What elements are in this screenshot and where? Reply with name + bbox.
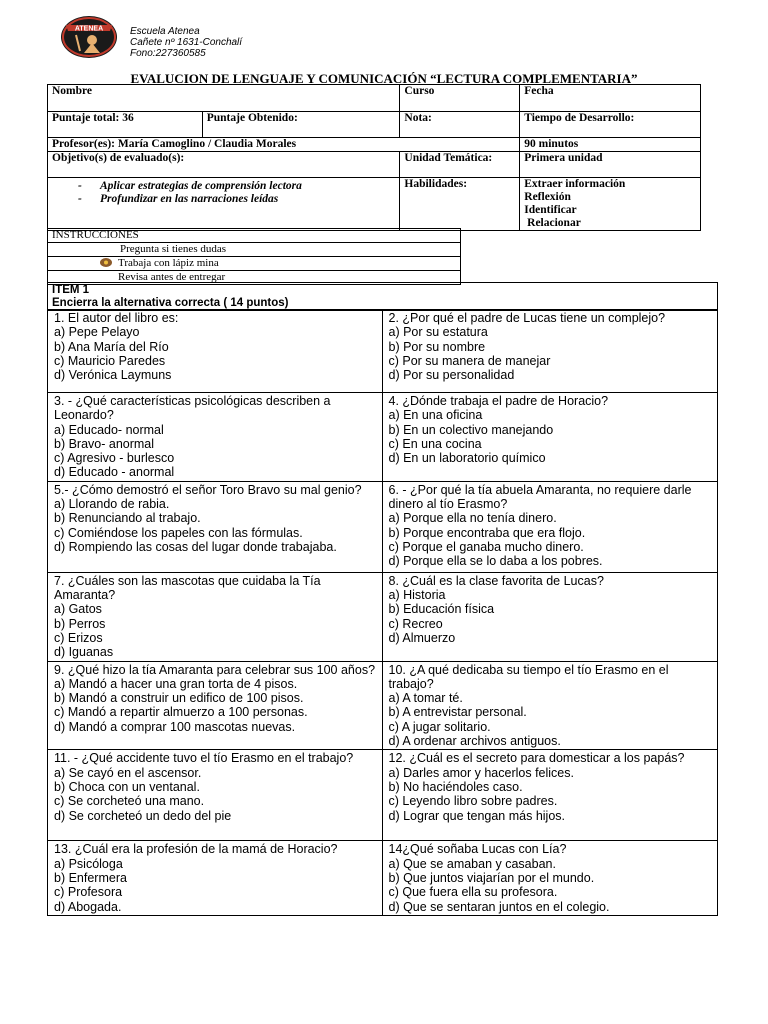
answer-option[interactable]: c) Que fuera ella su profesora.	[388, 885, 558, 900]
question-cell	[48, 393, 383, 482]
answer-option[interactable]: a) Que se amaban y casaban.	[388, 856, 556, 871]
course-label: Curso	[404, 85, 435, 97]
instruction-item: Pregunta si tienes dudas	[48, 243, 461, 257]
skill-item: Relacionar	[524, 217, 581, 229]
answer-option[interactable]: d) Abogada.	[54, 899, 122, 914]
unit-value: Primera unidad	[520, 152, 701, 178]
answer-option[interactable]: d) Educado - anormal	[54, 465, 175, 480]
obtained-score-field[interactable]	[202, 112, 400, 138]
objectives-list	[48, 178, 400, 231]
question-text: 3. - ¿Qué características psicológicas describen a Leonardo?	[54, 394, 331, 423]
item-header	[47, 282, 718, 311]
question-text: 10. ¿A qué dedicaba su tiempo el tío Erasmo en el trabajo?	[388, 662, 669, 691]
answer-option[interactable]: a) Gatos	[54, 602, 102, 617]
question-cell	[48, 572, 383, 661]
objectives-label: Objetivo(s) de evaluado(s):	[48, 152, 400, 178]
answer-option[interactable]: a) Mandó a hacer una gran torta de 4 pisos.	[54, 676, 298, 691]
question-cell	[382, 481, 718, 572]
answer-option[interactable]: b) Por su nombre	[388, 339, 486, 354]
answer-option[interactable]: c) En una cocina	[388, 436, 482, 451]
school-address: Cañete nº 1631-Conchalí	[130, 37, 243, 48]
question-cell	[48, 841, 383, 915]
answer-option[interactable]: b) Que juntos viajarían por el mundo.	[388, 870, 595, 885]
question-text: 4. ¿Dónde trabaja el padre de Horacio?	[388, 394, 609, 408]
answer-option[interactable]: a) Darles amor y hacerlos felices.	[388, 765, 574, 780]
question-cell	[48, 661, 383, 750]
item-instruction: Encierra la alternativa correcta ( 14 puntos)	[52, 297, 289, 309]
question-cell	[382, 750, 718, 841]
question-text: 13. ¿Cuál era la profesión de la mamá de Horacio?	[54, 842, 338, 857]
answer-option[interactable]: d) Que se sentaran juntos en el colegio.	[388, 899, 610, 914]
header-table	[47, 84, 701, 231]
question-text: 6. - ¿Por qué la tía abuela Amaranta, no requiere darle dinero al tío Erasmo?	[388, 482, 692, 512]
answer-option[interactable]: d) Mandó a comprar 100 mascotas nuevas.	[54, 719, 296, 734]
school-name: Escuela Atenea	[130, 26, 200, 37]
question-text: 7. ¿Cuáles son las mascotas que cuidaba la Tía Amaranta?	[54, 573, 321, 603]
answer-option[interactable]: d) Iguanas	[54, 645, 114, 660]
question-text: 5.- ¿Cómo demostró el señor Toro Bravo su mal genio?	[54, 482, 362, 497]
question-cell	[382, 572, 718, 661]
answer-option[interactable]: b) No haciéndoles caso.	[388, 779, 523, 794]
answer-option[interactable]: d) A ordenar archivos antiguos.	[388, 734, 561, 749]
instructions-title: INSTRUCCIONES	[48, 229, 461, 243]
duration-label: Tiempo de Desarrollo:	[520, 112, 701, 138]
question-text: 8. ¿Cuál es la clase favorita de Lucas?	[388, 573, 604, 588]
answer-option[interactable]: d) Por su personalidad	[388, 368, 515, 383]
question-text: 2. ¿Por qué el padre de Lucas tiene un complejo?	[388, 311, 666, 325]
question-cell	[382, 841, 718, 915]
answer-option[interactable]: a) Llorando de rabia.	[54, 497, 170, 512]
answer-option[interactable]: c) Erizos	[54, 630, 103, 645]
answer-option[interactable]: c) Mauricio Paredes	[54, 353, 166, 368]
answer-option[interactable]: d) Rompiendo las cosas del lugar donde trabajaba.	[54, 539, 337, 554]
question-cell	[382, 661, 718, 750]
total-score: Puntaje total: 36	[48, 112, 203, 138]
question-text: 9. ¿Qué hizo la tía Amaranta para celebrar sus 100 años?	[54, 662, 376, 677]
instructions-table	[47, 228, 461, 285]
instruction-item: Trabaja con lápiz mina	[48, 257, 461, 271]
name-field[interactable]	[48, 85, 400, 112]
teachers: Profesor(es): María Camoglino / Claudia Morales	[48, 138, 520, 152]
answer-option[interactable]: c) Se corcheteó una mano.	[54, 794, 205, 809]
answer-option[interactable]: a) Psicóloga	[54, 856, 123, 871]
skill-item: Extraer información	[524, 178, 626, 190]
answer-option[interactable]: b) A entrevistar personal.	[388, 705, 527, 720]
question-text: 1. El autor del libro es:	[54, 311, 179, 325]
objective-item: - Aplicar estrategias de comprensión lectora	[78, 180, 302, 192]
answer-option[interactable]: b) Bravo- anormal	[54, 436, 155, 451]
answer-option[interactable]: b) Porque encontraba que era flojo.	[388, 525, 586, 540]
question-cell	[382, 310, 718, 393]
answer-option[interactable]: a) Se cayó en el ascensor.	[54, 765, 202, 780]
answer-option[interactable]: a) A tomar té.	[388, 691, 463, 706]
school-logo	[60, 15, 118, 59]
grade-label: Nota:	[404, 112, 432, 124]
instruction-item: Revisa antes de entregar	[48, 271, 461, 285]
objective-item: - Profundizar en las narraciones leídas	[78, 193, 279, 205]
unit-label: Unidad Temática:	[400, 152, 520, 178]
answer-option[interactable]: b) Ana María del Río	[54, 339, 169, 354]
question-cell	[48, 750, 383, 841]
answer-option[interactable]: d) Porque ella se lo daba a los pobres.	[388, 554, 603, 569]
answer-option[interactable]: c) A jugar solitario.	[388, 719, 491, 734]
answer-option[interactable]: b) Choca con un ventanal.	[54, 779, 200, 794]
answer-option[interactable]: c) Leyendo libro sobre padres.	[388, 794, 558, 809]
grade-field[interactable]	[400, 112, 520, 138]
answer-option[interactable]: d) Verónica Laymuns	[54, 368, 172, 383]
skill-item: Identificar	[524, 204, 577, 216]
questions-table	[47, 309, 718, 916]
answer-option[interactable]: c) Porque el ganaba mucho dinero.	[388, 539, 584, 554]
date-field[interactable]	[520, 85, 701, 112]
answer-option[interactable]: a) Porque ella no tenía dinero.	[388, 511, 557, 526]
question-text: 11. - ¿Qué accidente tuvo el tío Erasmo en el trabajo?	[54, 751, 354, 766]
answer-option[interactable]: d) Se corcheteó un dedo del pie	[54, 808, 232, 823]
answer-option[interactable]: b) En un colectivo manejando	[388, 422, 554, 437]
question-cell	[48, 481, 383, 572]
duration-value: 90 minutos	[520, 138, 701, 152]
answer-option[interactable]: c) Recreo	[388, 616, 443, 631]
question-cell	[48, 310, 383, 393]
question-cell	[382, 393, 718, 482]
answer-option[interactable]: c) Agresivo - burlesco	[54, 451, 175, 466]
answer-option[interactable]: a) En una oficina	[388, 408, 483, 423]
answer-option[interactable]: b) Educación física	[388, 602, 495, 617]
logo-text: ATENEA	[74, 25, 104, 33]
question-text: 14¿Qué soñaba Lucas con Lía?	[388, 842, 567, 857]
answer-option[interactable]: d) Almuerzo	[388, 630, 456, 645]
answer-option[interactable]: d) Lograr que tengan más hijos.	[388, 808, 565, 823]
school-phone: Fono:227360585	[130, 48, 206, 59]
answer-option[interactable]: b) Renunciando al trabajo.	[54, 511, 201, 526]
answer-option[interactable]: c) Comiéndose los papeles con las fórmulas.	[54, 525, 303, 540]
answer-option[interactable]: a) Historia	[388, 588, 446, 603]
item-label: ITEM 1	[52, 284, 90, 296]
answer-option[interactable]: b) Enfermera	[54, 870, 127, 885]
answer-option[interactable]: a) Pepe Pelayo	[54, 325, 140, 340]
skills-list	[520, 178, 701, 231]
obtained-score-label: Puntaje Obtenido:	[206, 112, 298, 124]
answer-option[interactable]: a) Educado- normal	[54, 422, 164, 437]
answer-option[interactable]: d) En un laboratorio químico	[388, 451, 546, 466]
answer-option[interactable]: a) Por su estatura	[388, 325, 488, 340]
pencil-icon	[100, 258, 112, 267]
skill-item: Reflexión	[524, 191, 571, 203]
answer-option[interactable]: b) Perros	[54, 616, 106, 631]
exam-title: EVALUCION DE LENGUAJE Y COMUNICACIÓN “LECTURA COMPLEMENTARIA”	[130, 71, 638, 86]
answer-option[interactable]: c) Profesora	[54, 885, 123, 900]
name-label: Nombre	[52, 85, 93, 97]
answer-option[interactable]: c) Mandó a repartir almuerzo a 100 personas.	[54, 705, 308, 720]
answer-option[interactable]: c) Por su manera de manejar	[388, 353, 551, 368]
school-info	[130, 26, 242, 59]
course-field[interactable]	[400, 85, 520, 112]
date-label: Fecha	[524, 85, 554, 97]
question-text: 12. ¿Cuál es el secreto para domesticar a los papás?	[388, 751, 685, 766]
answer-option[interactable]: b) Mandó a construir un edifico de 100 pisos.	[54, 691, 304, 706]
skills-label: Habilidades:	[400, 178, 520, 231]
